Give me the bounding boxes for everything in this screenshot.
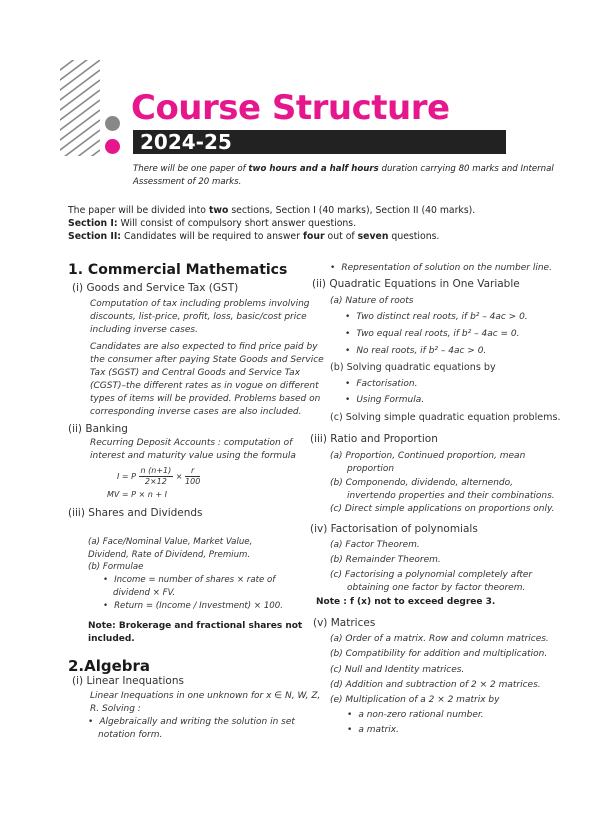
bullet-item: • Two equal real roots, if b² – 4ac = 0.	[345, 328, 520, 341]
subtopic: (c) Solving simple quadratic equation problems.	[330, 412, 561, 423]
subtopic: (a) Proportion, Continued proportion, mean proportion	[330, 451, 526, 474]
intro-note: There will be one paper of two hours and a half hours duration carrying 80 marks and Internal Assessment of 20 marks.	[133, 164, 554, 187]
subtopic: (a) Factor Theorem.	[330, 540, 420, 550]
hatch-decoration	[60, 60, 104, 156]
topic-heading: (i) Goods and Service Tax (GST)	[72, 282, 239, 294]
bullet-item: • Representation of solution on the number line.	[330, 262, 552, 275]
topic-text: Recurring Deposit Accounts : computation of interest and maturity value using the formula	[90, 438, 296, 461]
subtopic: (b) Remainder Theorem.	[330, 555, 441, 565]
subtopic: (c) Factorising a polynomial completely after obtaining one factor by factor theorem.	[330, 570, 533, 593]
subtopic: (b) Solving quadratic equations by	[330, 362, 496, 373]
bullet-item: • Two distinct real roots, if b² – 4ac > 0.	[345, 311, 528, 324]
bullet-item: • Using Formula.	[345, 394, 424, 407]
topic-heading: (iii) Ratio and Proportion	[310, 433, 438, 445]
topic-heading: (iii) Shares and Dividends	[68, 507, 203, 519]
topic-heading: (ii) Banking	[68, 423, 128, 435]
section-heading: 1. Commercial Mathematics	[68, 262, 288, 278]
topic-text: Computation of tax including problems involving discounts, list-price, profit, loss, basic/cost price including inverse cases.	[90, 299, 310, 335]
bullet-list: • a non-zero rational number. • a matrix.	[347, 708, 484, 738]
year-label: 2024-25	[140, 130, 232, 154]
bullet-item: • Factorisation.	[345, 378, 418, 391]
formula-mv: MV = P × n + I	[107, 490, 167, 499]
section-heading: 2.Algebra	[68, 657, 151, 675]
formula-interest: I = P $\frac{n (n+1)}{2\times 12}$ × $\frac{r}{100}$	[117, 466, 201, 486]
paper-sections: The paper will be divided into two sections, Section I (40 marks), Section II (40 marks). Section I: Will consist of compulsory short answer questions. Section II: Candidates will be required to answer four out of seven questions.	[68, 205, 476, 242]
topic-heading: (v) Matrices	[313, 617, 376, 629]
bullet-item: • Algebraically and writing the solution in set notation form.	[88, 716, 295, 742]
subtopic: (b) Componendo, dividendo, alternendo, invertendo properties and their combinations.	[330, 478, 555, 501]
matrices-list: (a) Order of a matrix. Row and column matrices. (b) Compatibility for addition and multiplication. (c) Null and Identity matrices. (d) Addition and subtraction of 2 × 2 matrices. (e) Multiplication of a 2 × 2 matrix by	[330, 634, 549, 706]
topic-text: Candidates are also expected to find price paid by the consumer after paying State Goods and Service Tax (SGST) and Central Goods and Service Tax (CGST)–the different rates as in vogue on different types of items will be provided. Problems based on corresponding inverse cases are also included.	[90, 342, 324, 417]
topic-heading: (iv) Factorisation of polynomials	[310, 523, 478, 535]
pink-dot	[105, 139, 120, 154]
bullet-item: • No real roots, if b² – 4ac > 0.	[345, 345, 486, 358]
formula-list: • Income = number of shares × rate of dividend × FV. • Return = (Income / Investment) × 100.	[103, 574, 283, 613]
topic-heading: (ii) Quadratic Equations in One Variable	[312, 278, 520, 290]
subtopic: (a) Nature of roots	[330, 296, 414, 306]
subtopic: (c) Direct simple applications on proportions only.	[330, 504, 555, 514]
gray-dot	[105, 116, 120, 131]
note: Note: Brokerage and fractional shares not included.	[88, 621, 303, 644]
note: Note : f (x) not to exceed degree 3.	[316, 597, 496, 607]
topic-text: Linear Inequations in one unknown for x ∈ N, W, Z, R. Solving :	[90, 691, 321, 714]
topic-heading: (i) Linear Inequations	[72, 675, 184, 687]
subtopic: (b) Formulae	[88, 562, 144, 572]
subtopic: (a) Face/Nominal Value, Market Value, Dividend, Rate of Dividend, Premium.	[88, 537, 253, 560]
page-title: Course Structure	[131, 88, 450, 128]
